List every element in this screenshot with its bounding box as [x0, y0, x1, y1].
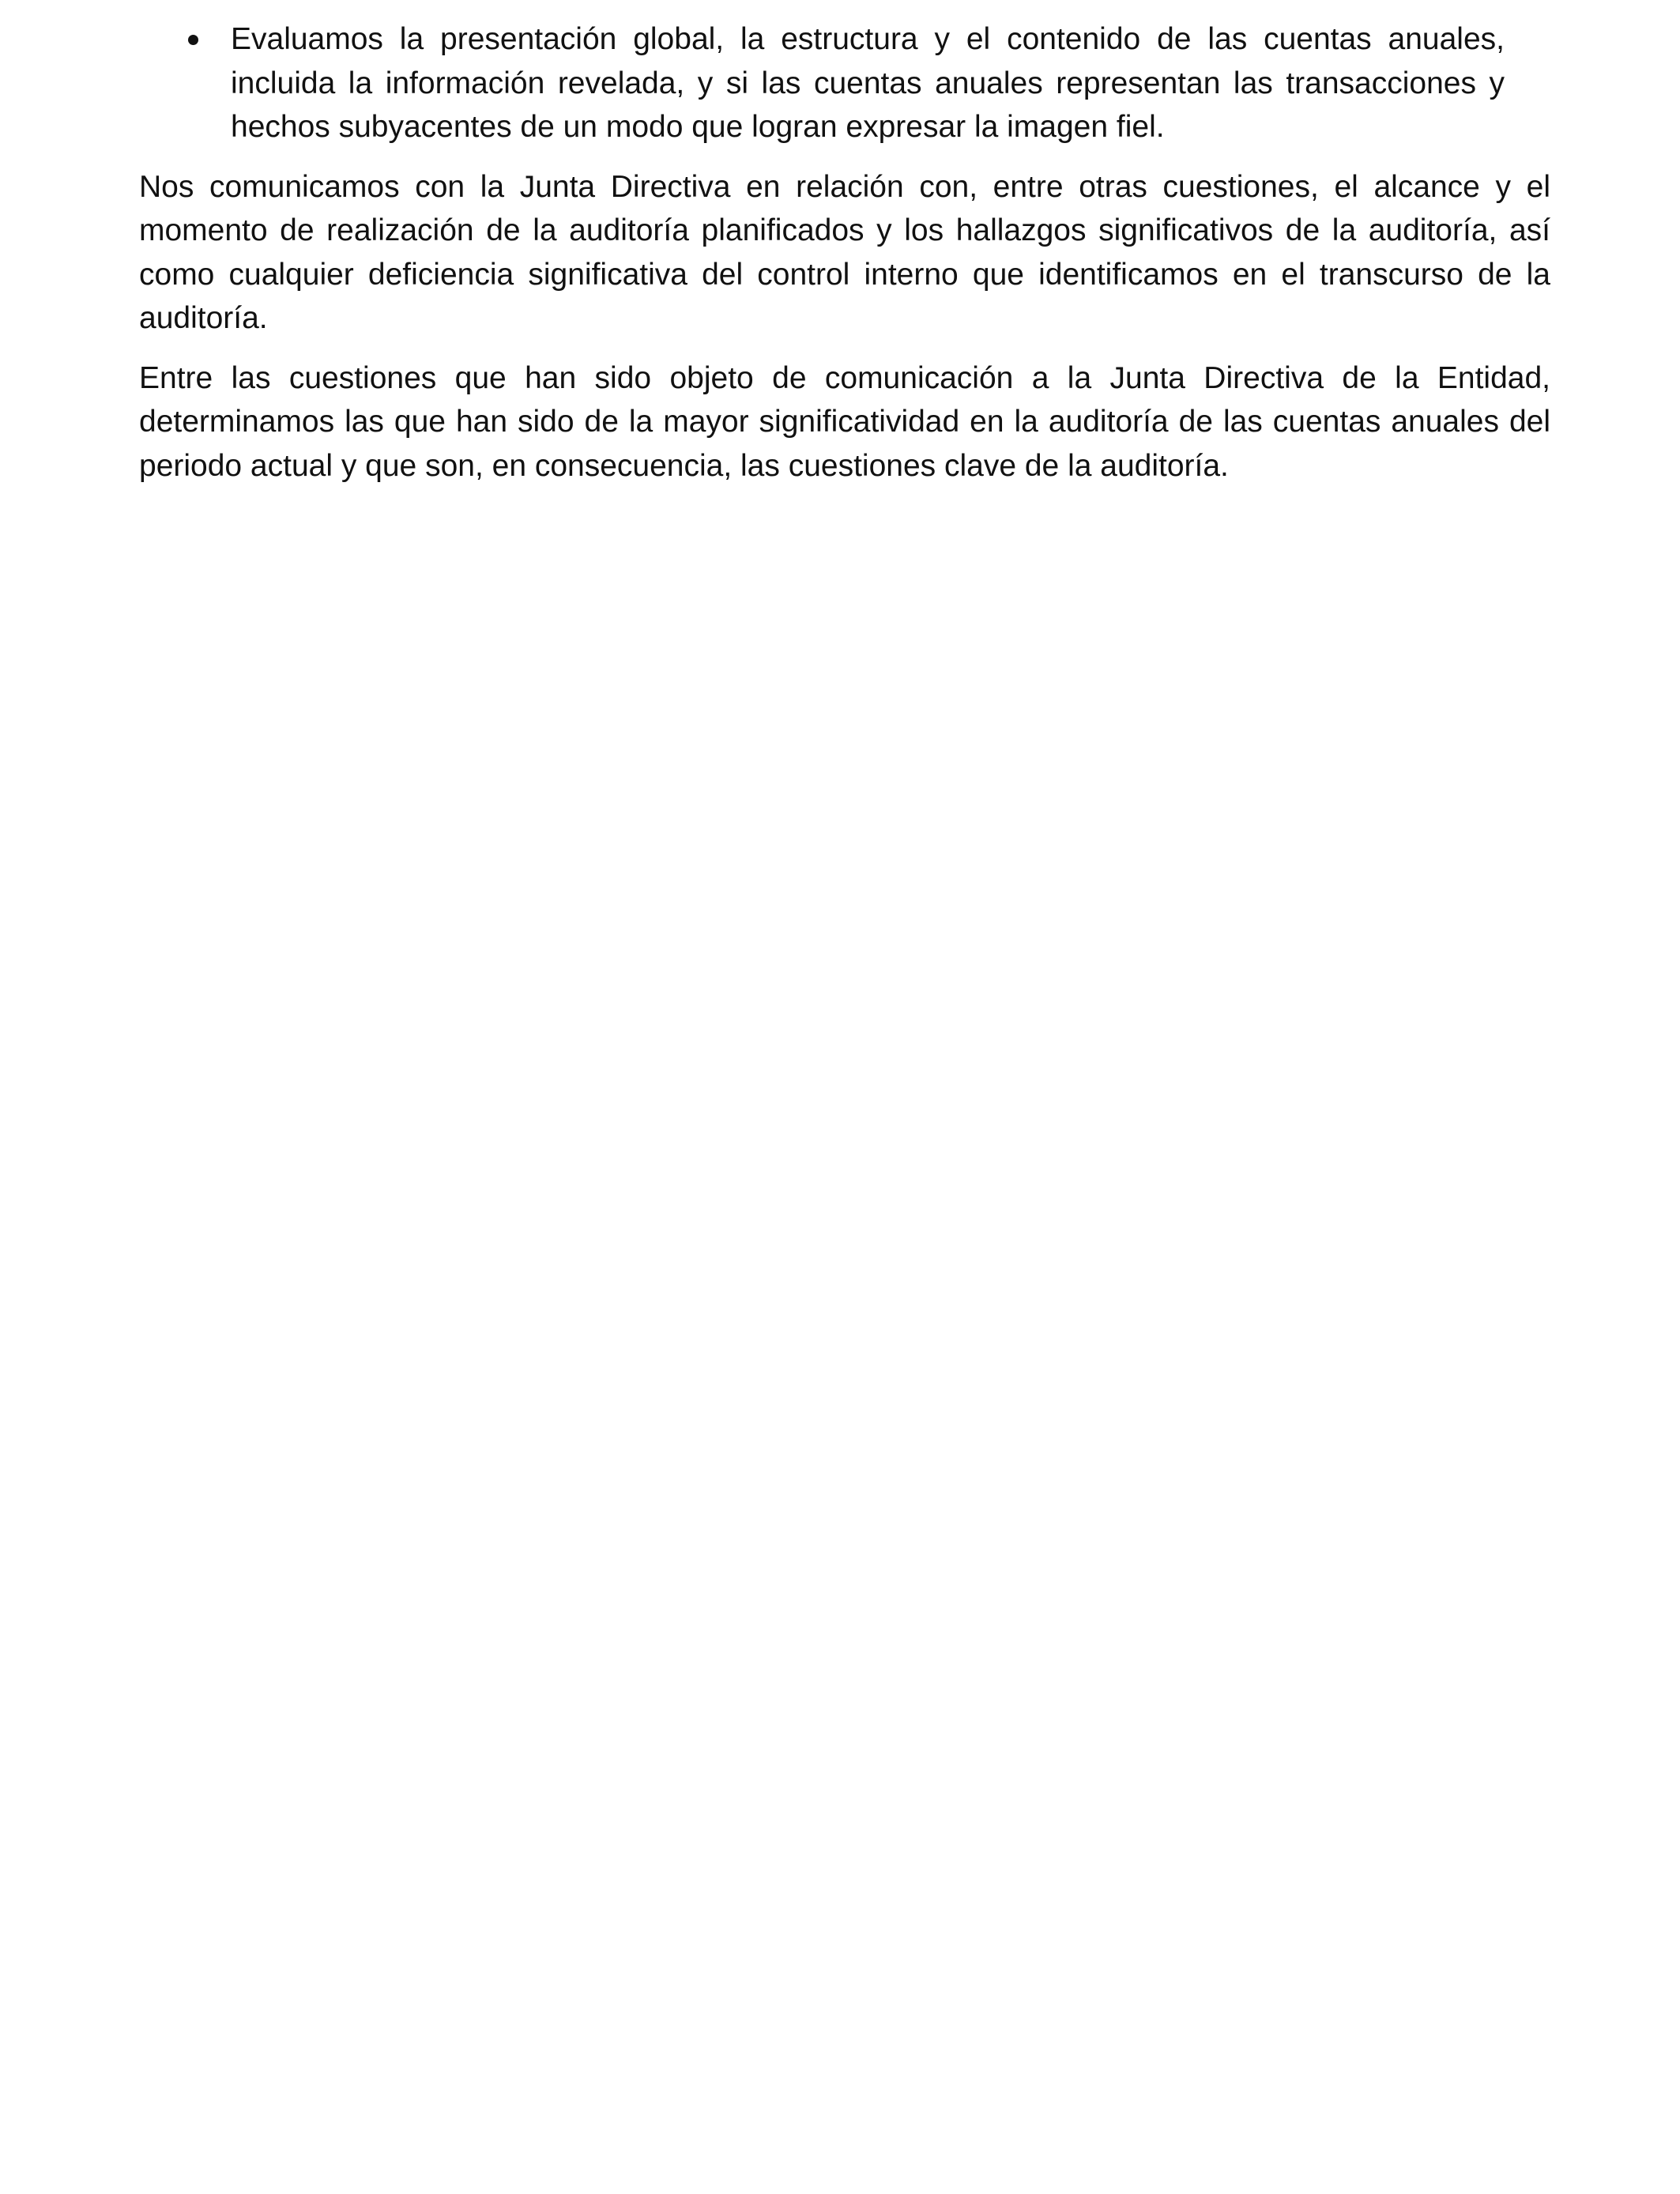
bullet-text: Evaluamos la presentación global, la estructura y el contenido de las cuentas anuales, incluida la información revelada, y si las cuentas anuales representan las transacciones y hechos subyacentes de un modo que logran expresar la imagen fiel. [231, 22, 1505, 144]
bullet-icon [188, 35, 198, 45]
bullet-list [139, 17, 1550, 149]
bullet-item [139, 17, 1550, 149]
paragraph-communication: Nos comunicamos con la Junta Directiva en relación con, entre otras cuestiones, el alcance y el momento de realización de la auditoría planificados y los hallazgos significativos de la auditoría, así como cualquier deficiencia significativa del control interno que identificamos en el transcurso de la auditoría. [139, 169, 1550, 335]
paragraph-key-matters: Entre las cuestiones que han sido objeto de comunicación a la Junta Directiva de la Entidad, determinamos las que han sido de la mayor significatividad en la auditoría de las cuentas anuales del periodo actual y que son, en consecuencia, las cuestiones clave de la auditoría. [139, 360, 1550, 483]
document-body [139, 17, 1550, 503]
